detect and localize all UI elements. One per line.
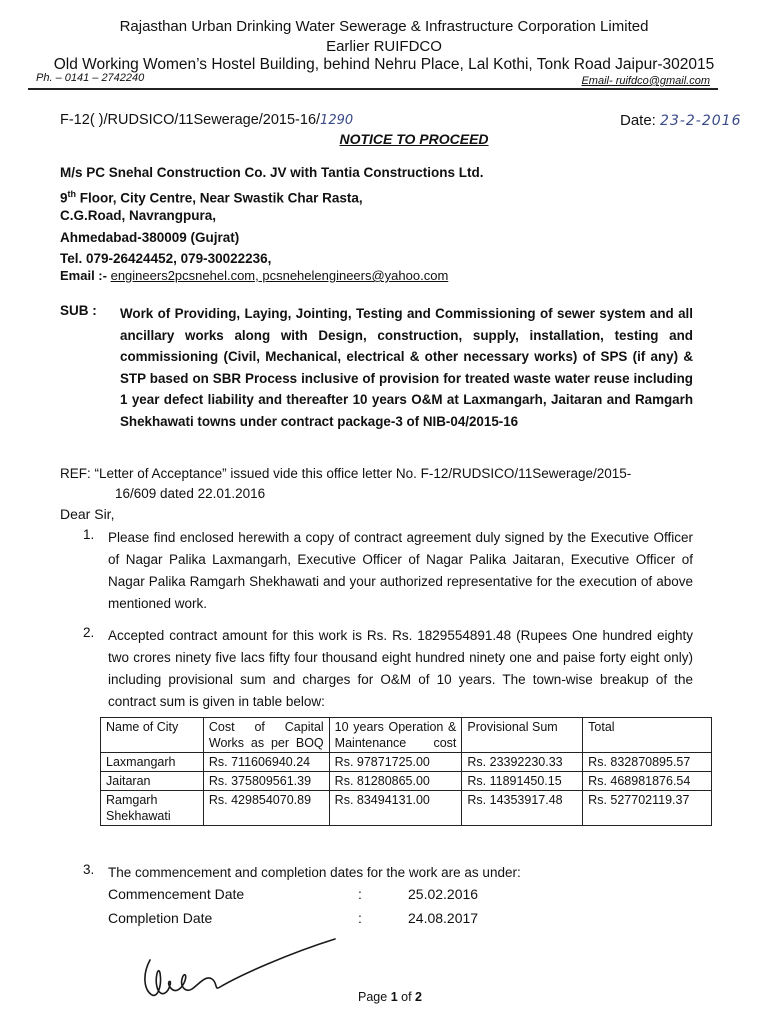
date-label: Date:: [620, 112, 656, 129]
table-cell: Rs. 81280865.00: [329, 772, 462, 791]
salutation: Dear Sir,: [60, 506, 115, 522]
date-row-label: Completion Date: [108, 910, 213, 926]
addressee-line-5: Tel. 079-26424452, 079-30022236,: [60, 251, 272, 266]
addressee-line-4: Ahmedabad-380009 (Gujrat): [60, 230, 240, 245]
item-text: Please find enclosed herewith a copy of contract agreement duly signed by the Executive Officer of Nagar Palika Laxmangarh, Executive Officer of Nagar Palika Jaitaran, Executive Officer of Nagar Palika Ramgarh Shekhawati and your authorized representative for the execution of above mentioned work.: [108, 530, 693, 611]
item-text: The commencement and completion dates for the work are as under:: [108, 865, 521, 880]
ref-line-1: REF: “Letter of Acceptance” issued vide this office letter No. F-12/RUDSICO/11Sewerage/2015-: [60, 466, 632, 481]
org-email: Email- ruifdco@gmail.com: [581, 75, 710, 87]
reference-text: F-12( )/RUDSICO/11Sewerage/2015-16/: [60, 112, 321, 128]
item-number: 1.: [83, 527, 95, 542]
table-cell: Rs. 711606940.24: [203, 753, 329, 772]
table-cell: Jaitaran: [101, 772, 204, 791]
date-handwritten: 23-2-2016: [660, 113, 742, 129]
table-header-row: [101, 718, 712, 753]
ref-line: [60, 464, 700, 504]
header-cell: 10 years Operation & Maintenance cost: [329, 718, 462, 753]
letter-date: [620, 112, 742, 129]
subject-label: SUB :: [60, 303, 97, 318]
header-cell: Name of City: [101, 718, 204, 753]
addressee-line-1: M/s PC Snehal Construction Co. JV with Tantia Constructions Ltd.: [60, 165, 484, 180]
email-label: Email :-: [60, 268, 107, 283]
table-cell: Rs. 97871725.00: [329, 753, 462, 772]
page-number: Page 1 of 2: [358, 990, 422, 1004]
date-row-label: Commencement Date: [108, 886, 245, 902]
date-row-value: 25.02.2016: [408, 886, 479, 902]
table-row: [101, 772, 712, 791]
header-cell: Total: [583, 718, 712, 753]
notice-title: NOTICE TO PROCEED: [339, 131, 489, 147]
org-address: Old Working Women’s Hostel Building, behind Nehru Place, Lal Kothi, Tonk Road Jaipur-302015: [53, 56, 715, 73]
table-cell: Rs. 11891450.15: [462, 772, 583, 791]
addressee-line-3: C.G.Road, Navrangpura,: [60, 208, 217, 223]
header-cell: Provisional Sum: [462, 718, 583, 753]
earlier-name: Earlier RUIFDCO: [326, 38, 442, 55]
item-number: 2.: [83, 625, 95, 640]
table-row: [101, 791, 712, 826]
table-cell: Rs. 375809561.39: [203, 772, 329, 791]
table-cell: Ramgarh Shekhawati: [101, 791, 204, 826]
date-row-separator: :: [358, 910, 362, 926]
org-name: Rajasthan Urban Drinking Water Sewerage & Infrastructure Corporation Limited: [119, 18, 649, 35]
org-phone: Ph. – 0141 – 2742240: [36, 72, 145, 84]
table-cell: Rs. 14353917.48: [462, 791, 583, 826]
table-cell: Rs. 832870895.57: [583, 753, 712, 772]
table-cell: Laxmangarh: [101, 753, 204, 772]
item-text: Accepted contract amount for this work is Rs. Rs. 1829554891.48 (Rupees One hundred eighty two crores ninety five lacs fifty four thousand eight hundred ninety one and paise forty eight only) including provisional sum and charges for O&M of 10 years. The town-wise breakup of the contract sum is given in table below:: [108, 628, 693, 709]
table-cell: Rs. 527702119.37: [583, 791, 712, 826]
email-value: engineers2pcsnehel.com, pcsnehelengineers@yahoo.com: [110, 268, 449, 283]
subject-text: Work of Providing, Laying, Jointing, Testing and Commissioning of sewer system and all ancillary works along with Design, construction, supply, installation, testing and commissioning (Civil, Mechanical, electrical & other necessary works) of SPS (if any) & STP based on SBR Process inclusive of provision for treated waste water reuse including 1 year defect liability and thereafter 10 years O&M at Laxmangarh, Jaitaran and Ramgarh Shekhawati towns under contract package-3 of NIB-04/2015-16: [120, 306, 693, 429]
addressee-email: [60, 268, 448, 283]
reference-handwritten: 1290: [320, 113, 354, 128]
item-number: 3.: [83, 862, 95, 877]
table-row: [101, 753, 712, 772]
table-cell: Rs. 23392230.33: [462, 753, 583, 772]
header-cell: Cost of Capital Works as per BOQ: [203, 718, 329, 753]
table-cell: Rs. 429854070.89: [203, 791, 329, 826]
reference-number: [60, 112, 353, 128]
date-row-separator: :: [358, 886, 362, 902]
breakup-table: [100, 717, 712, 826]
date-row-value: 24.08.2017: [408, 910, 479, 926]
header-divider: [28, 88, 718, 90]
table-cell: Rs. 468981876.54: [583, 772, 712, 791]
ref-line-2: 16/609 dated 22.01.2016: [115, 486, 266, 501]
addressee-line-2: 9th Floor, City Centre, Near Swastik Char Rasta,: [60, 189, 363, 206]
table-cell: Rs. 83494131.00: [329, 791, 462, 826]
